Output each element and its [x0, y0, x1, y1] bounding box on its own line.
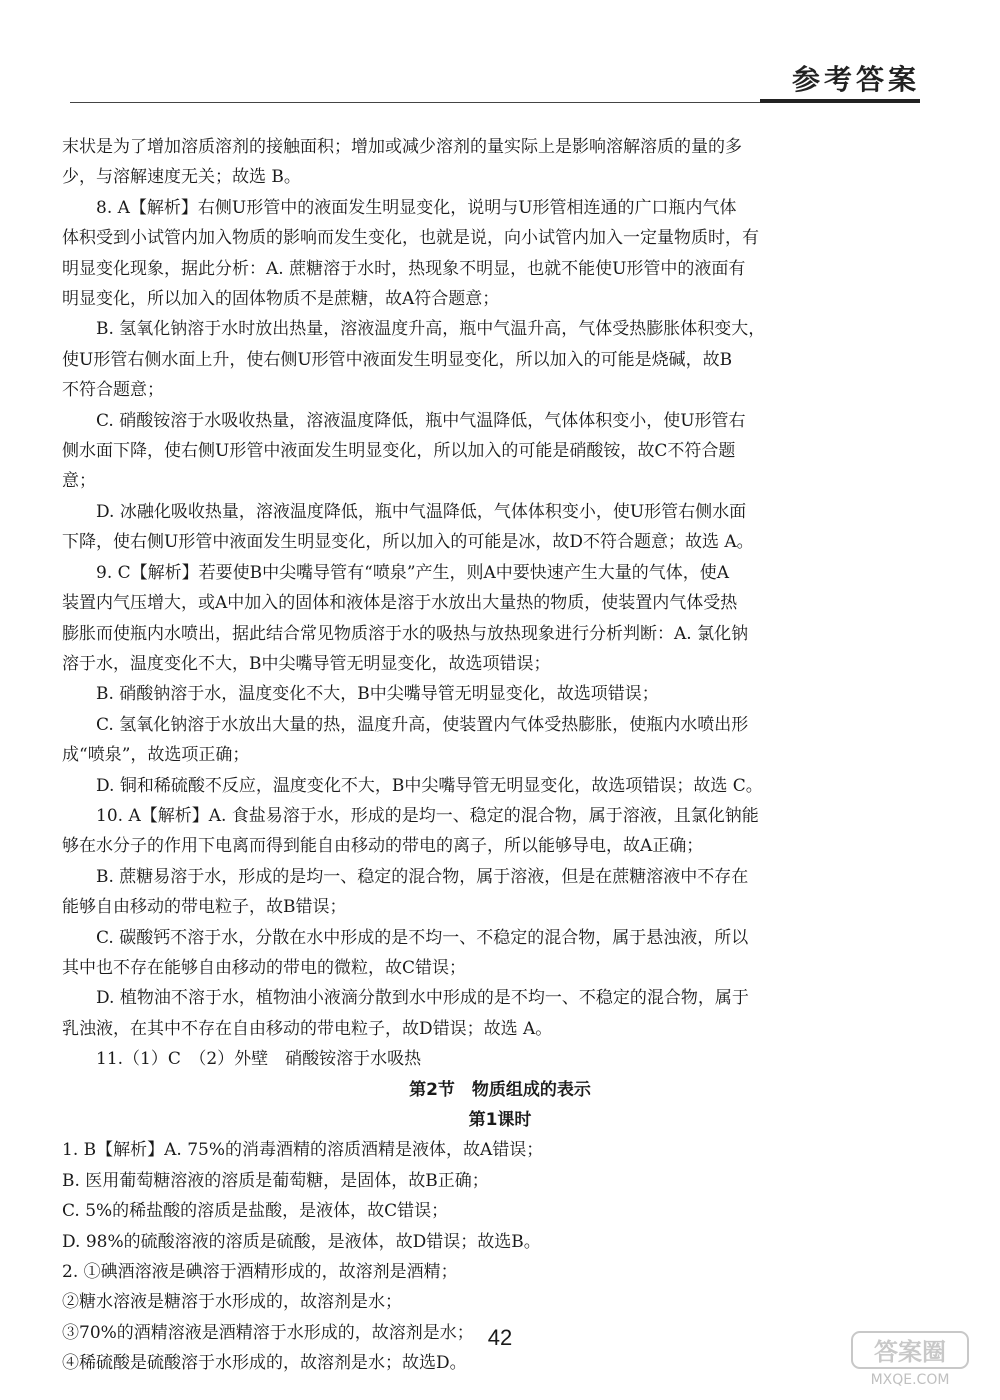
text-line: 10. A【解析】A. 食盐易溶于水，形成的是均一、稳定的混合物，属于溶液，且氯化钠能 — [96, 805, 759, 826]
text-line: 溶于水，温度变化不大，B中尖嘴导管无明显变化，故选项错误； — [62, 653, 551, 674]
text-line: 少，与溶解速度无关；故选 B。 — [62, 167, 301, 188]
text-line: 9. C【解析】若要使B中尖嘴导管有“喷泉”产生，则A中要快速产生大量的气体，使A — [96, 562, 730, 583]
text-line: 末状是为了增加溶质溶剂的接触面积；增加或减少溶剂的量实际上是影响溶解溶质的量的多 — [62, 137, 742, 157]
text-line: 11.（1）C （2）外壁 硝酸铵溶于水吸热 — [96, 1049, 422, 1070]
text-line: ②糖水溶液是糖溶于水形成的，故溶剂是水； — [62, 1292, 402, 1313]
text-line: 8. A【解析】右侧U形管中的液面发生明显变化，说明与U形管相连通的广口瓶内气体 — [96, 197, 737, 218]
text-line: 能够自由移动的带电粒子，故B错误； — [62, 897, 347, 918]
watermark-url: MXQE.COM — [870, 1372, 950, 1388]
text-line: 装置内气压增大，或A中加入的固体和液体是溶于水放出大量热的物质，使装置内气体受热 — [62, 593, 738, 614]
text-line: 侧水面下降，使右侧U形管中液面发生明显变化，所以加入的可能是硝酸铵，故C不符合题 — [62, 441, 736, 462]
text-line: C. 5%的稀盐酸的溶质是盐酸，是液体，故C错误； — [62, 1201, 449, 1222]
text-line: 意； — [62, 471, 96, 492]
answer-content — [62, 132, 938, 1379]
text-line: 明显变化现象，据此分析：A. 蔗糖溶于水时，热现象不明显，也就不能使U形管中的液面有 — [62, 258, 746, 279]
text-line: ④稀硫酸是硫酸溶于水形成的，故溶剂是水；故选D。 — [62, 1353, 467, 1374]
watermark-logo — [850, 1330, 970, 1388]
text-line: ③70%的酒精溶液是酒精溶于水形成的，故溶剂是水； — [62, 1322, 474, 1343]
text-line: D. 植物油不溶于水，植物油小液滴分散到水中形成的是不均一、不稳定的混合物，属于 — [96, 988, 749, 1009]
text-line: D. 冰融化吸收热量，溶液温度降低，瓶中气温降低，气体体积变小，使U形管右侧水面 — [96, 501, 747, 522]
text-line: 不符合题意； — [62, 380, 164, 401]
text-line: 够在水分子的作用下电离而得到能自由移动的带电的离子，所以能够导电，故A正确； — [62, 836, 704, 857]
text-line: C. 硝酸铵溶于水吸收热量，溶液温度降低，瓶中气温降低，气体体积变小，使U形管右 — [96, 410, 746, 431]
text-line: 乳浊液，在其中不存在自由移动的带电粒子，故D错误；故选 A。 — [62, 1018, 553, 1039]
watermark-text: 答案圈 — [874, 1338, 946, 1366]
text-line: 下降，使右侧U形管中液面发生明显变化，所以加入的可能是冰，故D不符合题意；故选 A。 — [62, 532, 754, 553]
text-line: D. 铜和稀硫酸不反应，温度变化不大，B中尖嘴导管无明显变化，故选项错误；故选 C。 — [96, 775, 763, 796]
section-title: 第2节 物质组成的表示 — [409, 1079, 591, 1100]
section-subtitle: 第1课时 — [468, 1110, 532, 1130]
text-line: B. 氢氧化钠溶于水时放出热量，溶液温度升高，瓶中气温升高，气体受热膨胀体积变大， — [96, 319, 766, 340]
header-rule-accent — [760, 99, 920, 103]
text-line: 膨胀而使瓶内水喷出，据此结合常见物质溶于水的吸热与放热现象进行分析判断：A. 氯化钠 — [62, 623, 749, 644]
text-line: B. 蔗糖易溶于水，形成的是均一、稳定的混合物，属于溶液，但是在蔗糖溶液中不存在 — [96, 866, 749, 887]
page-number: 42 — [487, 1325, 513, 1350]
text-line: 1. B【解析】A. 75%的消毒酒精的溶质酒精是液体，故A错误； — [62, 1140, 544, 1161]
text-line: B. 硝酸钠溶于水，温度变化不大，B中尖嘴导管无明显变化，故选项错误； — [96, 684, 659, 705]
text-line: C. 碳酸钙不溶于水，分散在水中形成的是不均一、不稳定的混合物，属于悬浊液，所以 — [96, 927, 749, 948]
text-line: 2. ①碘酒溶液是碘溶于酒精形成的，故溶剂是酒精； — [62, 1262, 458, 1283]
text-line: 体积受到小试管内加入物质的影响而发生变化，也就是说，向小试管内加入一定量物质时，有 — [62, 228, 759, 249]
text-line: 使U形管右侧水面上升，使右侧U形管中液面发生明显变化，所以加入的可能是烧碱，故B — [62, 349, 733, 370]
text-line: 成“喷泉”，故选项正确； — [62, 745, 250, 766]
page-header-title: 参考答案 — [791, 63, 920, 96]
answer-block-1 — [62, 132, 938, 1075]
text-line: 明显变化，所以加入的固体物质不是蔗糖，故A符合题意； — [62, 289, 500, 310]
text-line: B. 医用葡萄糖溶液的溶质是葡萄糖，是固体，故B正确； — [62, 1170, 489, 1191]
text-line: C. 氢氧化钠溶于水放出大量的热，温度升高，使装置内气体受热膨胀，使瓶内水喷出形 — [96, 714, 749, 735]
text-line: D. 98%的硫酸溶液的溶质是硫酸，是液体，故D错误；故选B。 — [62, 1231, 541, 1252]
text-line: 其中也不存在能够自由移动的带电的微粒，故C错误； — [62, 957, 467, 978]
